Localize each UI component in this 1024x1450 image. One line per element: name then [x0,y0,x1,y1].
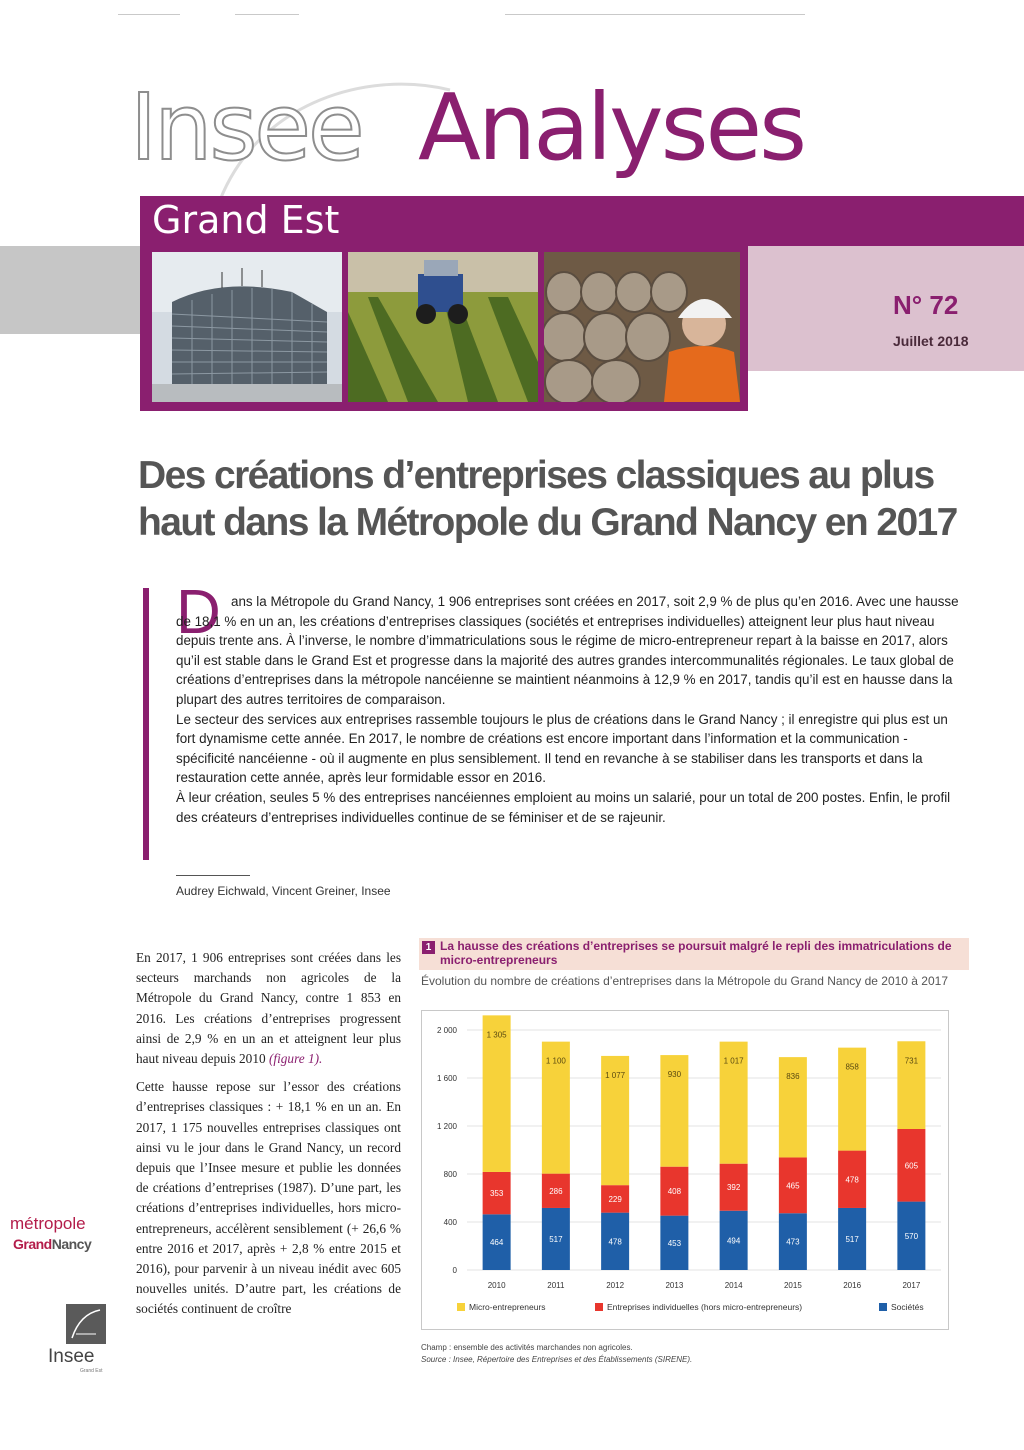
data-label: 858 [845,1062,859,1072]
data-label: 408 [667,1187,682,1197]
y-tick-label: 800 [443,1170,457,1179]
legend-swatch [457,1303,465,1311]
body-paragraph-1-text: En 2017, 1 906 entreprises sont créées dans les secteurs marchands non agricoles de la Métropole du Grand Nancy, contre 1 853 en 2016. Les créations d’entreprises progressent ainsi de 2,9 % en un an et atteignent leur plus haut niveau depuis 2010 [136,950,401,1067]
legend-swatch [595,1303,603,1311]
grand-nancy-grand: Grand [13,1236,52,1252]
data-label: 605 [904,1161,919,1171]
issue-panel [748,246,1024,371]
data-label: 494 [726,1236,741,1246]
data-label: 930 [667,1070,682,1080]
x-tick-label: 2010 [487,1281,506,1290]
data-label: 478 [845,1175,859,1185]
legend-label: Micro-entrepreneurs [469,1302,546,1312]
x-tick-label: 2011 [547,1281,565,1290]
figure-title: La hausse des créations d’entreprises se poursuit malgré le repli des immatriculations de micro-entrepreneurs [440,939,952,967]
data-label: 478 [608,1237,622,1247]
y-tick-label: 1 600 [436,1074,457,1083]
x-tick-label: 2017 [902,1281,921,1290]
region-label: Grand Est [152,198,340,242]
figure-reference-link[interactable]: (figure 1). [268,1051,323,1067]
photo-vineyard [348,252,538,402]
body-paragraph-2: Cette hausse repose sur l’essor des créations d’entreprises classiques : + 18,1 % en un an. En 2017, 1 175 nouvelles entreprises classiques ont ainsi vu le jour dans le Grand Nancy, un record depuis que l’Insee mesure et publie les données de créations d’entreprises (1987). D’une part, les créations d’entreprises individuelles, hors micro- entrepreneurs, accélèrent sensiblement (+ 26,6 % entre 2016 et 2017, après + 2,8 % entre 2015 et 2016), pour parvenir à un niveau inédit avec 605 nouvelles unités. D’autre part, les créations de sociétés continuent de croître [136,1079,401,1317]
figure-note: Champ : ensemble des activités marchandes non agricoles. [421,1343,633,1352]
data-label: 286 [549,1186,563,1196]
data-label: 473 [786,1237,800,1247]
data-label: 464 [489,1238,504,1248]
y-tick-label: 0 [452,1266,457,1275]
legend-label: Entreprises individuelles (hors micro-entrepreneurs) [607,1302,803,1312]
x-tick-label: 2016 [843,1281,862,1290]
data-label: 465 [786,1181,800,1191]
legend-label: Sociétés [891,1302,924,1312]
figure-subtitle: Évolution du nombre de créations d’entreprises dans la Métropole du Grand Nancy de 2010 à 2017 [421,974,948,988]
masthead-insee: Insee [130,74,362,181]
stacked-bar-chart [421,1010,949,1330]
data-label: 453 [667,1238,682,1248]
author-rule [176,875,250,876]
grand-nancy-nancy: Nancy [51,1236,92,1252]
summary-paragraph-3: À leur création, seules 5 % des entreprises nancéiennes emploient au moins un salarié, pour un total de 200 postes. Enfin, le profil des créateurs d’entreprises individuelles continue de se féminiser et de se rajeunir. [176,789,951,825]
data-label: 353 [489,1189,504,1199]
top-rule-3 [505,14,805,15]
data-label: 1 017 [723,1056,744,1066]
grand-nancy-logo [13,1236,91,1252]
insee-logo-text: Insee [48,1346,95,1367]
data-label: 517 [549,1234,563,1244]
top-rule-2 [235,14,299,15]
y-tick-label: 400 [443,1218,457,1227]
top-rule-1 [118,14,180,15]
metropole-logo-text: métropole [10,1214,86,1233]
data-label: 1 077 [605,1070,626,1080]
data-label: 392 [726,1183,741,1193]
y-tick-label: 1 200 [436,1122,457,1131]
figure-number: 1 [422,941,435,954]
photo-parliament [152,252,342,402]
legend-swatch [879,1303,887,1311]
data-label: 1 305 [486,1030,507,1040]
body-paragraph-1 [136,948,401,1069]
data-label: 836 [786,1072,800,1082]
authors: Audrey Eichwald, Vincent Greiner, Insee [176,884,391,898]
issue-number: N° 72 [893,290,959,320]
summary-paragraph-2: Le secteur des services aux entreprises rassemble toujours le plus de créations dans le Grand Nancy ; il enregistre qui plus est un fort dynamisme cette année. En 2017, le nombre de créations est encore important dans l’information et la communication - spécificité nancéienne - où il augmente en plus sensiblement. Il tend en revanche à se stabiliser dans les transports et dans la restauration cette année, après leur formidable essor en 2016. [176,711,948,786]
data-label: 731 [904,1056,919,1066]
x-tick-label: 2013 [665,1281,684,1290]
drop-cap: D [176,578,221,647]
data-label: 1 100 [545,1056,566,1066]
insee-logo-subtext: Grand Est [80,1368,103,1374]
x-tick-label: 2015 [783,1281,802,1290]
article-title: Des créations d’entreprises classiques au plus haut dans la Métropole du Grand Nancy en 2017 [138,454,957,544]
data-label: 570 [904,1231,919,1241]
data-label: 229 [608,1194,622,1204]
bar-segment [897,1041,925,1129]
summary [176,592,966,827]
x-tick-label: 2014 [724,1281,743,1290]
body-column [136,948,401,1328]
insee-logo-icon [66,1304,106,1344]
masthead-analyses: Analyses [418,74,805,181]
photo-steel [544,252,740,402]
data-label: 517 [845,1234,859,1244]
x-tick-label: 2012 [606,1281,625,1290]
figure-source: Source : Insee, Répertoire des Entreprises et des Établissements (SIRENE). [421,1355,693,1364]
issue-date: Juillet 2018 [893,333,969,349]
summary-paragraph-1: ans la Métropole du Grand Nancy, 1 906 entreprises sont créées en 2017, soit 2,9 % de plus qu’en 2016. Avec une hausse de 18,1 % en un an, les créations d’entreprises classiques (sociétés et entreprises individuelles) atteignent leur plus haut niveau depuis trente ans. À l’inverse, le nombre d’immatriculations sous le régime de micro-entrepreneur repart à la baisse en 2017, alors qu’il est stable dans le Grand Est et progresse dans la majorité des autres grandes intercommunalités régionales. Le taux global de créations d’entreprises dans la métropole nancéienne se maintient néanmoins à 12,9 % en 2017, tandis qu’il est en hausse dans la plupart des autres territoires de comparaison. [176,594,959,707]
summary-accent-bar [143,588,149,860]
y-tick-label: 2 000 [436,1026,457,1035]
